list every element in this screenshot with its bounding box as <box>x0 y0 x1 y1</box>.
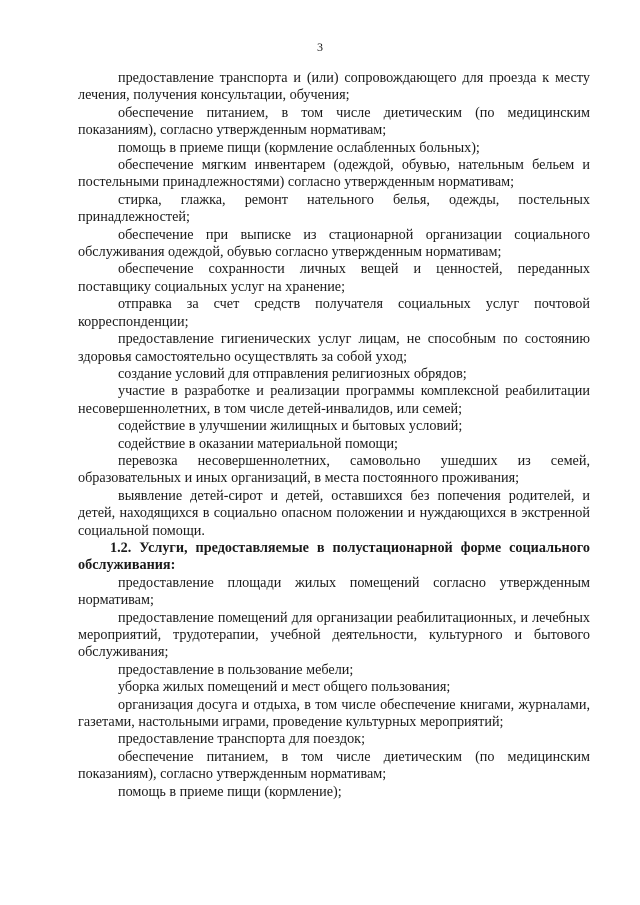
paragraph-living-space: предоставление площади жилых помещений согласно утвержденным нормативам; <box>78 574 590 609</box>
paragraph-hygiene: предоставление гигиенических услуг лицам, не способным по состоянию здоровья самостоятельно осуществлять за собой уход; <box>78 331 590 365</box>
paragraph-housing-conditions: содействие в улучшении жилищных и бытовых условий; <box>118 418 463 435</box>
page-number: 3 <box>317 40 323 54</box>
paragraph-rehabilitation-program: участие в разработке и реализации программы комплексной реабилитации несовершеннолетних, в том числе детей-инвалидов, или семей; <box>78 383 590 417</box>
document-body <box>78 70 590 801</box>
paragraph-leisure: организация досуга и отдыха, в том числе обеспечение книгами, журналами, газетами, настольными играми, проведение культурных мероприятий; <box>78 696 590 731</box>
paragraph-furniture: предоставление в пользование мебели; <box>118 661 354 678</box>
paragraph-cleaning: уборка жилых помещений и мест общего пользования; <box>118 679 451 696</box>
section-heading-1-2: 1.2. Услуги, предоставляемые в полустационарной форме социального обслуживания: <box>78 539 590 574</box>
paragraph-feeding-help: помощь в приеме пищи (кормление ослабленных больных); <box>118 139 480 156</box>
paragraph-postal: отправка за счет средств получателя социальных услуг почтовой корреспонденции; <box>78 296 590 330</box>
paragraph-premises: предоставление помещений для организации реабилитационных, и лечебных мероприятий, трудотерапии, учебной деятельности, культурного и бытового обслуживания; <box>78 609 590 661</box>
paragraph-religious: создание условий для отправления религиозных обрядов; <box>118 365 467 382</box>
paragraph-trip-transport: предоставление транспорта для поездок; <box>118 731 366 748</box>
paragraph-feeding-help-2: помощь в приеме пищи (кормление); <box>118 783 342 800</box>
paragraph-discharge-clothing: обеспечение при выписке из стационарной организации социального обслуживания одеждой, обувью согласно утвержденным нормативам; <box>78 226 590 261</box>
paragraph-laundry: стирка, глажка, ремонт нательного белья, одежды, постельных принадлежностей; <box>78 191 590 226</box>
paragraph-minors-transport: перевозка несовершеннолетних, самовольно ушедших из семей, образовательных и иных организаций, в места постоянного проживания; <box>78 452 590 487</box>
paragraph-valuables-storage: обеспечение сохранности личных вещей и ценностей, переданных поставщику социальных услуг на хранение; <box>78 261 590 295</box>
paragraph-orphans: выявление детей-сирот и детей, оставшихся без попечения родителей, и детей, находящихся в социально опасном положении и нуждающихся в экстренной социальной помощи. <box>78 487 590 539</box>
paragraph-transport: предоставление транспорта и (или) сопровождающего для проезда к месту лечения, получения консультации, обучения; <box>78 70 590 104</box>
paragraph-nutrition: обеспечение питанием, в том числе диетическим (по медицинским показаниям), согласно утвержденным нормативам; <box>78 104 590 139</box>
paragraph-soft-inventory: обеспечение мягким инвентарем (одеждой, обувью, нательным бельем и постельными принадлежностями) согласно утвержденным нормативам; <box>78 157 590 191</box>
paragraph-nutrition-2: обеспечение питанием, в том числе диетическим (по медицинским показаниям), согласно утвержденным нормативам; <box>78 748 590 783</box>
paragraph-material-help: содействие в оказании материальной помощи; <box>118 435 399 452</box>
